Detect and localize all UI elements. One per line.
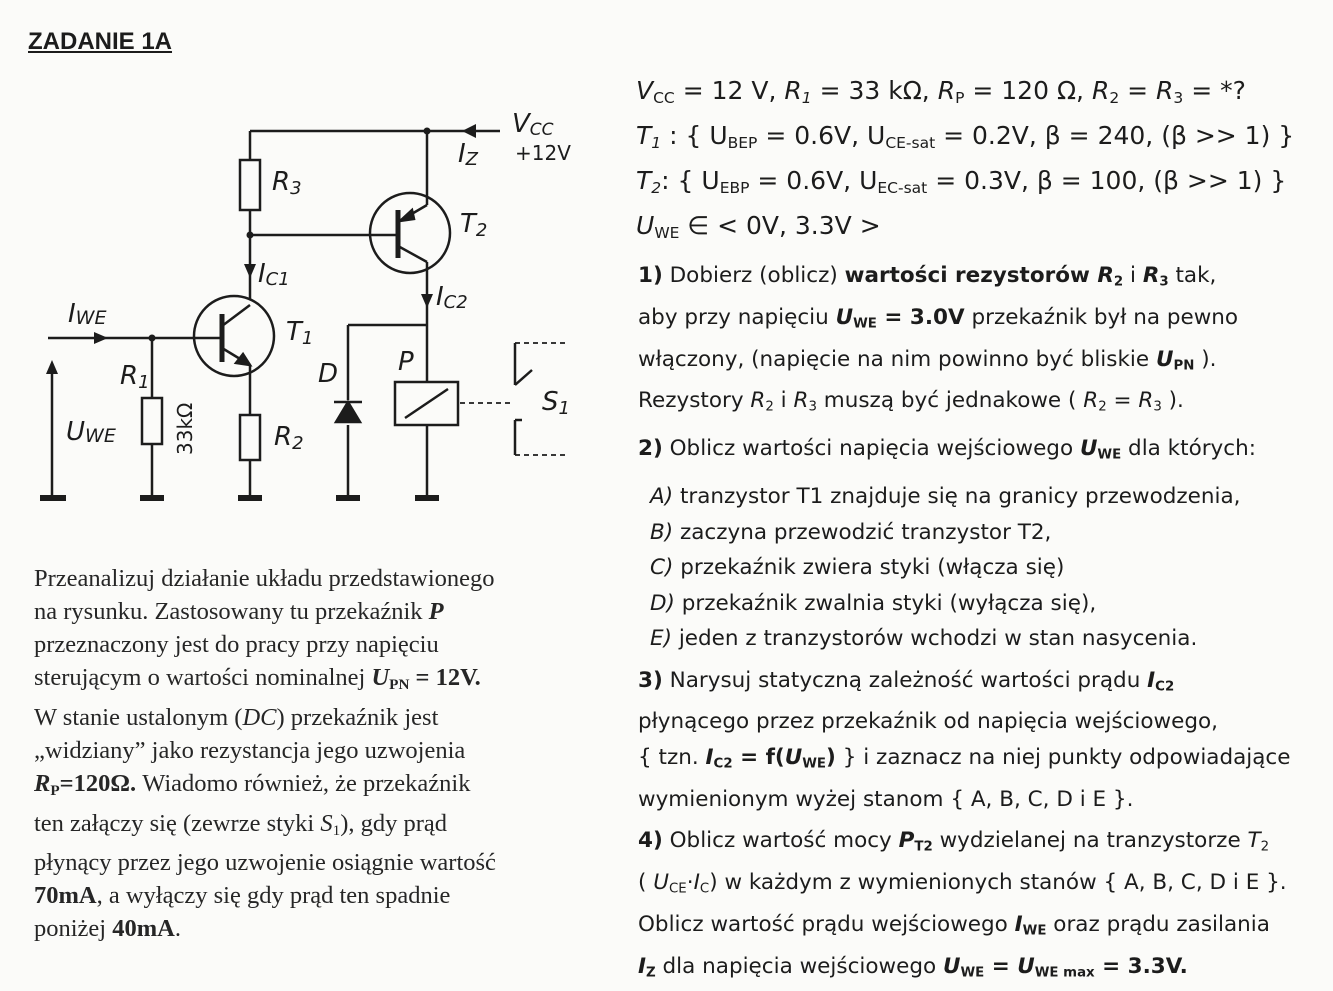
- task-2-item-e: E) jeden z tranzystorów wchodzi w stan nasycenia.: [650, 626, 1198, 652]
- desc-line-4: sterującym o wartości nominalnej $U_{PN} = 12V$.: [34, 664, 481, 693]
- relay-coil: [395, 382, 458, 425]
- resistor-r1: [142, 398, 162, 444]
- desc-line-1: Przeanalizuj działanie układu przedstawionego: [34, 565, 495, 592]
- param-line-4: $U_{WE}$ ∈ < 0V, 3.3V >: [636, 210, 881, 242]
- transistor-t1: [194, 296, 274, 376]
- desc-line-5: W stanie ustalonym (DC) przekaźnik jest: [34, 703, 439, 731]
- desc-line-3: przeznaczony jest do pracy przy napięciu: [34, 631, 439, 658]
- ic2-label: IC2: [436, 282, 468, 313]
- relay-label: P: [398, 347, 414, 377]
- desc-line-10: 70mA, a wyłączy się gdy prąd ten spadnie: [34, 882, 451, 910]
- r1-label: R1: [120, 361, 150, 393]
- circuit-diagram: [30, 100, 590, 520]
- desc-line-6: „widziany” jako rezystancja jego uzwojenia: [34, 736, 466, 764]
- diode-label: D: [318, 359, 339, 389]
- task-2-item-c: C) przekaźnik zwiera styki (włącza się): [650, 555, 1065, 581]
- r2-label: R2: [274, 422, 304, 454]
- parameters-block: [636, 72, 1294, 252]
- vcc-value: +12V: [515, 141, 571, 165]
- task-1-line-3: włączony, (napięcie na nim powinno być bliskie $U_{PN}$ ).: [638, 346, 1217, 373]
- task-1-line-1: 1) Dobierz (oblicz) wartości rezystorów $R_2$ i $R_3$ tak,: [638, 263, 1217, 290]
- t2-label: T2: [460, 209, 488, 241]
- task-3-line-2: płynącego przez przekaźnik od napięcia wejściowego,: [638, 709, 1218, 735]
- r3-label: R3: [272, 167, 302, 199]
- task-3-line-4: wymienionym wyżej stanom { A, B, C, D i E }.: [638, 786, 1134, 812]
- task-2-line-1: 2) Oblicz wartości napięcia wejściowego $U_{WE}$ dla których:: [638, 436, 1256, 463]
- diode: [334, 402, 362, 422]
- task-4-line-1: 4) Oblicz wartość mocy $P_{T2}$ wydzielanej na tranzystorze $T_2$: [638, 828, 1270, 855]
- uwe-label: UWE: [66, 417, 116, 447]
- desc-line-9: płynący przez jego uzwojenie osiągnie wartość: [34, 849, 496, 877]
- task-4-line-2: ( $U_{CE}\cdot I_C$) w każdym z wymienionych stanów { A, B, C, D i E }.: [638, 870, 1287, 897]
- param-line-2: $T_1$ : { $U_{BEP} = 0.6V$, $U_{CE-sat} = 0.2V$, β = 240, (β >> 1) }: [636, 120, 1295, 152]
- desc-line-8: ten załączy się (zewrze styki $S_1$), gdy prąd: [34, 809, 448, 839]
- task-3-line-1: 3) Narysuj statyczną zależność wartości prądu $I_{C2}$: [638, 667, 1175, 694]
- r1-value: 33kΩ: [173, 402, 197, 455]
- task-2-item-a: A) tranzystor T1 znajduje się na granicy przewodzenia,: [650, 484, 1241, 510]
- iz-label: IZ: [458, 139, 479, 170]
- task-4-line-4: $I_Z$ dla napięcia wejściowego $U_{WE} = U_{WE max} = 3.3V$.: [638, 953, 1188, 981]
- task-1-line-2: aby przy napięciu $U_{WE} = 3.0V$ przekaźnik był na pewno: [638, 304, 1239, 332]
- param-line-3: $T_2$: { $U_{EBP} = 0.6V$, $U_{EC-sat} = 0.3V$, β = 100, (β >> 1) }: [636, 165, 1287, 197]
- iwe-label: IWE: [68, 299, 107, 329]
- task-2-item-b: B) zaczyna przewodzić tranzystor T2,: [650, 519, 1052, 545]
- switch-label: S1: [542, 387, 570, 419]
- task-title: ZADANIE 1A: [28, 28, 173, 55]
- desc-line-7: $R_P=120\Omega$. Wiadomo również, że przekaźnik: [34, 769, 471, 799]
- tasks-list: [638, 258, 1318, 991]
- task-1-line-4: Rezystory $R_2$ i $R_3$ muszą być jednakowe ( $R_2 = R_3$ ).: [638, 388, 1184, 415]
- desc-line-11: poniżej 40mA.: [34, 915, 181, 943]
- task-4-line-3: Oblicz wartość prądu wejściowego $I_{WE}$ oraz prądu zasilania: [638, 911, 1270, 939]
- task-3-line-3: { tzn. $I_{C2} = f(U_{WE})$ } i zaznacz na niej punkty odpowiadające: [638, 744, 1291, 772]
- resistor-r2: [240, 415, 260, 460]
- transistor-t2: [370, 193, 450, 273]
- task-2-item-d: D) przekaźnik zwalnia styki (wyłącza się),: [650, 590, 1097, 616]
- desc-line-2: na rysunku. Zastosowany tu przekaźnik P: [34, 598, 444, 625]
- t1-label: T1: [286, 317, 314, 349]
- resistor-r3: [240, 160, 260, 210]
- vcc-label: VCC: [512, 109, 554, 140]
- param-line-1: $V_{CC} = 12$ V, $R_1 = 33$ kΩ, $R_P = 120$ Ω, $R_2 = R_3$ = *?: [636, 76, 1246, 107]
- description-paragraph: [34, 562, 614, 945]
- ic1-label: IC1: [258, 259, 290, 290]
